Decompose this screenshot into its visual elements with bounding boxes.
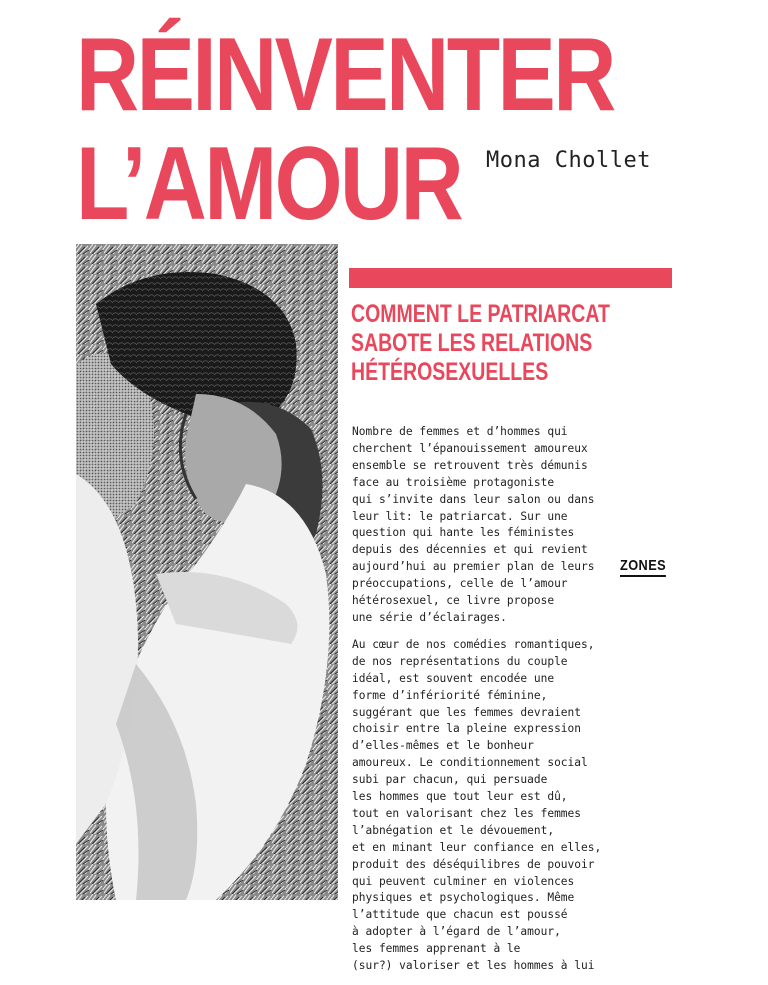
- subtitle-line: COMMENT LE PATRIARCAT: [351, 300, 610, 328]
- blurb-line: de nos représentations du couple: [352, 654, 568, 668]
- blurb-line: amoureux. Le conditionnement social: [352, 756, 588, 770]
- blurb-line: suggérant que les femmes devraient: [352, 705, 582, 719]
- blurb-line: produit des déséquilibres de pouvoir: [352, 857, 595, 871]
- blurb-line: subi par chacun, qui persuade: [352, 773, 548, 787]
- blurb-line: aujourd’hui au premier plan de leurs: [352, 560, 595, 574]
- blurb-line: une série d’éclairages.: [352, 610, 507, 624]
- subtitle-line: HÉTÉROSEXUELLES: [351, 358, 549, 386]
- couple-kissing-photo: [76, 244, 338, 900]
- blurb-line: qui s’invite dans leur salon ou dans: [352, 492, 595, 506]
- blurb-line: idéal, est souvent encodée une: [352, 671, 555, 685]
- blurb-line: Au cœur de nos comédies romantiques,: [352, 637, 595, 651]
- blurb-line: et en minant leur confiance en elles,: [352, 840, 602, 854]
- blurb-line: (sur?) valoriser et les hommes à lui: [352, 959, 595, 973]
- blurb-line: Nombre de femmes et d’hommes qui: [352, 425, 568, 438]
- blurb-line: cherchent l’épanouissement amoureux: [352, 441, 588, 455]
- blurb-line: l’abnégation et le dévouement,: [352, 823, 555, 837]
- blurb-line: les hommes que tout leur est dû,: [352, 790, 568, 804]
- blurb-line: question qui hante les féministes: [352, 526, 575, 540]
- blurb-line: d’elles-mêmes et le bonheur: [352, 739, 534, 753]
- blurb-text: [352, 424, 612, 985]
- publisher-logo: ZONES: [620, 557, 666, 577]
- book-title-line2: L’AMOUR: [76, 126, 462, 242]
- photo-illustration: [76, 244, 338, 900]
- blurb-line: depuis des décennies et qui revient: [352, 543, 588, 557]
- book-title-line1: RÉINVENTER: [76, 17, 614, 133]
- book-cover: [76, 0, 692, 973]
- blurb-line: forme d’infériorité féminine,: [352, 688, 548, 702]
- subtitle-line: SABOTE LES RELATIONS: [351, 329, 593, 357]
- accent-bar: [349, 268, 672, 288]
- author-name: Mona Chollet: [486, 148, 651, 173]
- blurb-paragraph-1: [352, 424, 612, 627]
- blurb-line: qui peuvent culminer en violences: [352, 874, 575, 888]
- blurb-line: préoccupations, celle de l’amour: [352, 577, 568, 591]
- blurb-line: face au troisième protagoniste: [352, 475, 555, 489]
- blurb-line: les femmes apprenant à le: [352, 942, 521, 956]
- blurb-line: choisir entre la pleine expression: [352, 722, 582, 736]
- blurb-line: leur lit: le patriarcat. Sur une: [352, 509, 568, 523]
- book-subtitle: [351, 300, 608, 387]
- blurb-line: hétérosexuel, ce livre propose: [352, 594, 555, 608]
- blurb-line: tout en valorisant chez les femmes: [352, 806, 582, 820]
- blurb-line: à adopter à l’égard de l’amour,: [352, 925, 561, 939]
- blurb-paragraph-2: [352, 637, 612, 975]
- blurb-line: ensemble se retrouvent très démunis: [352, 458, 588, 472]
- blurb-line: l’attitude que chacun est poussé: [352, 908, 568, 922]
- blurb-line: physiques et psychologiques. Même: [352, 891, 575, 905]
